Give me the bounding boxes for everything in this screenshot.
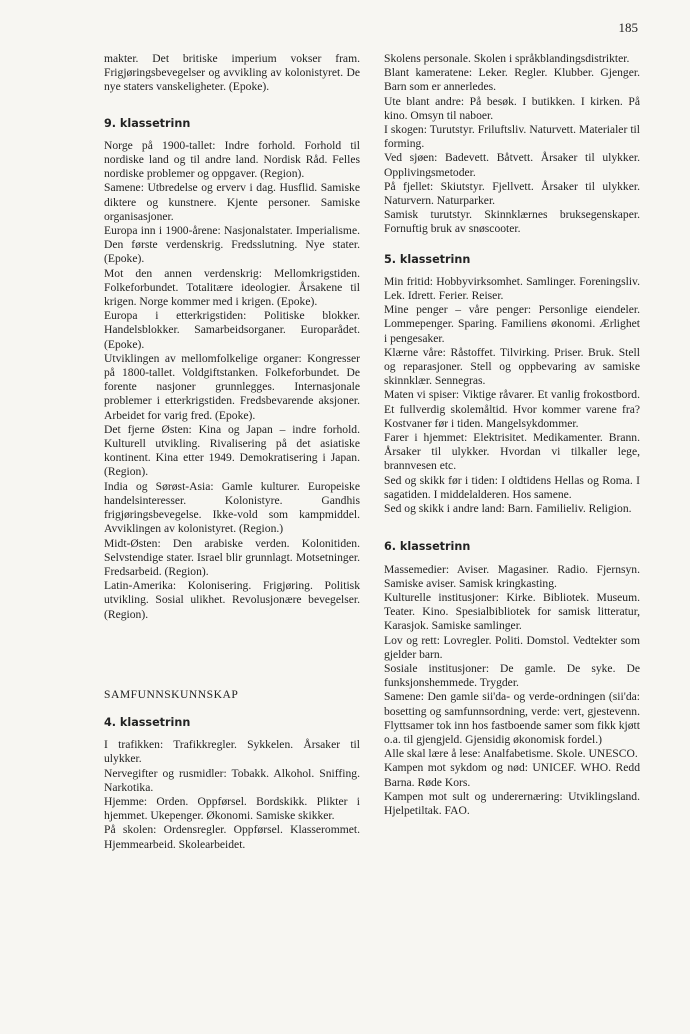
paragraph: På skolen: Ordensregler. Oppførsel. Klasserommet. Hjemmearbeid. Skolearbeidet. (104, 823, 360, 851)
paragraph: Samisk turutstyr. Skinnklærnes bruksegenskaper. Fornuftig bruk av snøscooter. (384, 208, 640, 236)
paragraph: Kampen mot sykdom og nød: UNICEF. WHO. Redd Barna. Røde Kors. (384, 761, 640, 789)
grade-4-heading: 4. klassetrinn (104, 715, 191, 729)
paragraph: Europa i etterkrigstiden: Politiske blokker. Handelsblokker. Samarbeidsorganer. Europarådet. (Epoke). (104, 309, 360, 351)
paragraph: Kulturelle institusjoner: Kirke. Bibliotek. Museum. Teater. Kino. Spesialbibliotek for samisk litteratur, Karasjok. Samiske samlinger. (384, 590, 640, 633)
paragraph: I skogen: Turutstyr. Friluftsliv. Naturvett. Materialer til forming. (384, 123, 640, 151)
right-column (384, 52, 640, 818)
paragraph: Klærne våre: Råstoffet. Tilvirking. Priser. Bruk. Stell og reparasjoner. Stell og oppbevaring av samiske skinnklær. Sennegras. (384, 345, 640, 388)
paragraph: India og Sørøst-Asia: Gamle kulturer. Europeiske handelsinteresser. Kolonistyre. Gandhis frigjøringsbevegelse. Ikke-vold som kampmiddel. Avviklingen av kolonistyret. (Region.) (104, 479, 360, 536)
grade-6-heading: 6. klassetrinn (384, 540, 471, 554)
paragraph: Kampen mot sult og underernæring: Utviklingsland. Hjelpetiltak. FAO. (384, 789, 640, 817)
paragraph: Europa inn i 1900-årene: Nasjonalstater. Imperialisme. Den første verdenskrig. Fredsslutning. Nye stater. (Epoke). (104, 224, 360, 266)
paragraph: Samene: Den gamle sii'da- og verde-ordningen (sii'da: bosetting og samfunnsordning, verde: vert, gjestevenn. Flyttsamer tok inn hos fastboende samer som fikk kjøtt o.a. til gjengjeld. Gjensidig økonomisk fordel.) (384, 690, 640, 746)
left-column (104, 52, 360, 852)
paragraph: Hjemme: Orden. Oppførsel. Bordskikk. Plikter i hjemmet. Ukepenger. Økonomi. Samiske skikker. (104, 794, 360, 823)
paragraph: Mot den annen verdenskrig: Mellomkrigstiden. Folkeforbundet. Totalitære ideologier. Årsakene til krigen. Norge kommer med i krigen. (Epoke). (104, 266, 360, 309)
paragraph: Farer i hjemmet: Elektrisitet. Medikamenter. Brann. Årsaker til ulykker. Hvordan vi tilkaller lege, brannvesen etc. (384, 431, 640, 473)
paragraph: Sed og skikk før i tiden: I oldtidens Hellas og Roma. I sagatiden. I middelalderen. Hos samene. (384, 473, 640, 501)
left-intro-paragraph: makter. Det britiske imperium vokser fram. Frigjøringsbevegelser og avvikling av kolonistyret. De nye staters vanskeligheter. (Epoke). (104, 52, 360, 94)
paragraph: Lov og rett: Lovregler. Politi. Domstol. Vedtekter som gjelder barn. (384, 633, 640, 661)
section-title: SAMFUNNSKUNNSKAP (104, 687, 239, 701)
paragraph: Ute blant andre: På besøk. I butikken. I kirken. På kino. Omsyn til naboer. (384, 94, 640, 122)
paragraph: Latin-Amerika: Kolonisering. Frigjøring. Politisk utvikling. Sosial ulikhet. Revolusjonære bevegelser. (Region). (104, 579, 360, 621)
paragraph: Min fritid: Hobbyvirksomhet. Samlinger. Foreningsliv. Lek. Idrett. Ferier. Reiser. (384, 274, 640, 303)
paragraph: I trafikken: Trafikkregler. Sykkelen. Årsaker til ulykker. (104, 738, 360, 766)
page-number: 185 (618, 20, 638, 35)
paragraph: Utviklingen av mellomfolkelige organer: Kongresser på 1800-tallet. Voldgiftstanken. Folkeforbundet. De forente nasjoner grunnlegges. Internasjonale problemer i etterkrigstiden. Fredsbevarende aksjoner. Arbeidet for varig fred. (Epoke). (104, 351, 360, 422)
paragraph: Blant kameratene: Leker. Regler. Klubber. Gjenger. Barn som er annerledes. (384, 66, 640, 94)
grade-9-heading: 9. klassetrinn (104, 116, 191, 130)
paragraph: Skolens personale. Skolen i språkblandingsdistrikter. (384, 52, 630, 65)
paragraph: På fjellet: Skiutstyr. Fjellvett. Årsaker til ulykker. Naturvern. Naturparker. (384, 179, 640, 208)
paragraph: Samene: Utbredelse og erverv i dag. Husflid. Samiske diktere og kunstnere. Kjente personer. Samiske organisasjoner. (104, 181, 360, 223)
paragraph: Norge på 1900-tallet: Indre forhold. Forhold til nordiske land og til andre land. Nordisk Råd. Felles nordiske problemer og oppgaver. (Region). (104, 138, 360, 181)
paragraph: Nervegifter og rusmidler: Tobakk. Alkohol. Sniffing. Narkotika. (104, 766, 360, 794)
paragraph: Det fjerne Østen: Kina og Japan – indre forhold. Kulturell utvikling. Rivalisering på det asiatiske kontinent. Kina etter 1949. Demokratisering i Japan. (Region). (104, 422, 360, 479)
paragraph: Massemedier: Aviser. Magasiner. Radio. Fjernsyn. Samiske aviser. Samisk kringkasting. (384, 562, 640, 590)
grade-5-heading: 5. klassetrinn (384, 252, 471, 266)
paragraph: Sosiale institusjoner: De gamle. De syke. De funksjonshemmede. Trygder. (384, 661, 640, 690)
paragraph: Mine penger – våre penger: Personlige eiendeler. Lommepenger. Sparing. Familiens økonomi. Ærlighet i pengesaker. (384, 303, 640, 345)
paragraph: Midt-Østen: Den arabiske verden. Kolonitiden. Selvstendige stater. Israel blir grunnlagt. Motsetninger. Fredsarbeid. (Region). (104, 536, 360, 578)
paragraph: Sed og skikk i andre land: Barn. Familieliv. Religion. (384, 502, 632, 516)
paragraph: Maten vi spiser: Viktige råvarer. Et vanlig frokostbord. Et fullverdig skolemåltid. Hvor kommer varene fra? Kostvaner før i tiden. Mangelsykdommer. (384, 388, 640, 430)
paragraph: Alle skal lære å lese: Analfabetisme. Skole. UNESCO. (384, 747, 638, 761)
paragraph: Ved sjøen: Badevett. Båtvett. Årsaker til ulykker. Opplivingsmetoder. (384, 151, 640, 179)
